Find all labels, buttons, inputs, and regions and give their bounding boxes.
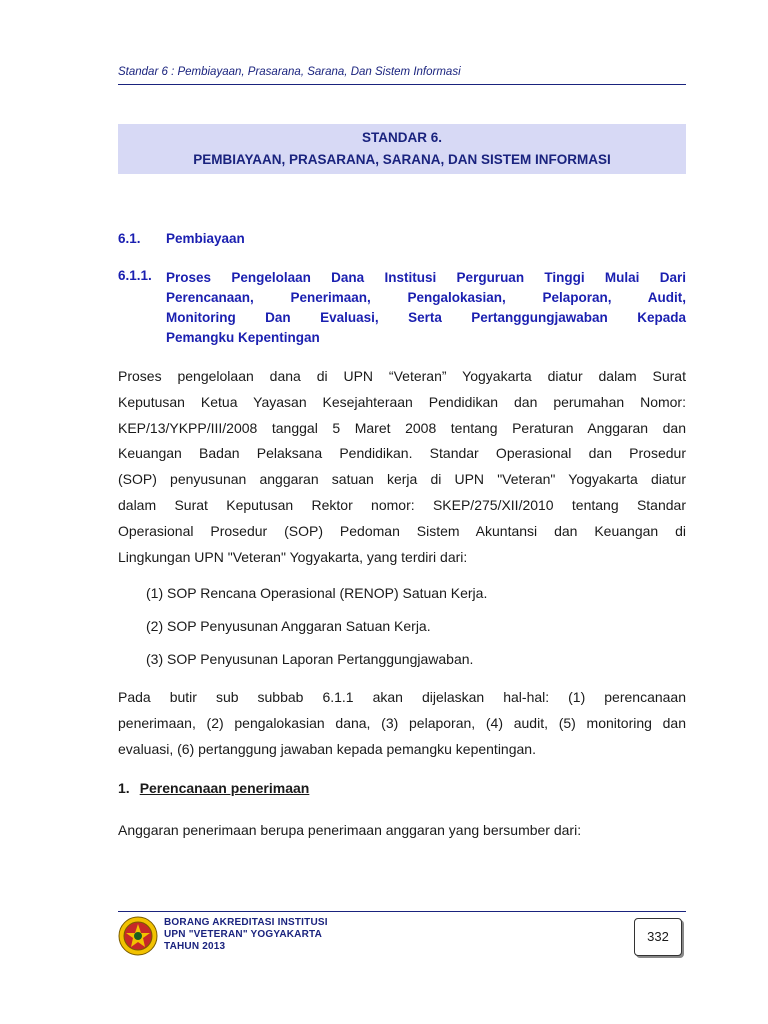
- paragraph-line: dalam Surat Keputusan Rektor nomor: SKEP/275/XII/2010 tentang Standar: [118, 496, 686, 513]
- standard-title-box: [118, 124, 686, 174]
- university-seal-icon: [118, 916, 158, 956]
- paragraph-sop-intro: [118, 364, 686, 570]
- paragraph-line: Keputusan Ketua Yayasan Kesejahteraan Pendidikan dan perumahan Nomor:: [118, 393, 686, 410]
- standard-number: STANDAR 6.: [361, 130, 442, 145]
- paragraph-line: penerimaan, (2) pengalokasian dana, (3) pelaporan, (4) audit, (5) monitoring dan: [118, 714, 686, 731]
- paragraph-line: Proses pengelolaan dana di UPN “Veteran” Yogyakarta diatur dalam Surat: [118, 368, 686, 384]
- footer-institution: [164, 917, 328, 953]
- paragraph-line: Pada butir sub subbab 6.1.1 akan dijelaskan hal-hal: (1) perencanaan: [118, 689, 686, 705]
- footer-line: UPN "VETERAN" YOGYAKARTA: [164, 929, 323, 940]
- paragraph-line: Operasional Prosedur (SOP) Pedoman Sistem Akuntansi dan Keuangan di: [118, 522, 686, 539]
- paragraph-line: Keuangan Badan Pelaksana Pendidikan. Standar Operasional dan Prosedur: [118, 445, 686, 462]
- paragraph-line: Lingkungan UPN "Veteran" Yogyakarta, yang terdiri dari:: [118, 548, 468, 565]
- subsection-title-line: Pemangku Kepentingan: [166, 330, 320, 345]
- paragraph-line: Anggaran penerimaan berupa penerimaan anggaran yang bersumber dari:: [118, 822, 582, 838]
- section-title: Pembiayaan: [166, 231, 245, 246]
- paragraph-line: KEP/13/YKPP/III/2008 tanggal 5 Maret 2008 tentang Peraturan Anggaran dan: [118, 419, 686, 436]
- subsection-title-line: Perencanaan, Penerimaan, Pengalokasian, Pelaporan, Audit,: [166, 290, 686, 305]
- header-divider: [118, 84, 686, 85]
- section-number: 6.1.: [118, 231, 141, 246]
- subheading-title: Perencanaan penerimaan: [139, 780, 310, 796]
- standard-title: PEMBIAYAAN, PRASARANA, SARANA, DAN SISTEM INFORMASI: [193, 152, 611, 167]
- subheading-perencanaan: [118, 780, 309, 796]
- page-number: 332: [634, 918, 682, 956]
- paragraph-line: (SOP) penyusunan anggaran satuan kerja di UPN "Veteran" Yogyakarta diatur: [118, 471, 686, 488]
- subsection-title: [166, 268, 686, 348]
- subsection-title-line: Proses Pengelolaan Dana Institusi Perguruan Tinggi Mulai Dari: [166, 270, 686, 285]
- subsection-number: 6.1.1.: [118, 268, 152, 283]
- sop-list-item: (3) SOP Penyusunan Laporan Pertanggungjawaban.: [146, 651, 474, 667]
- footer-line: BORANG AKREDITASI INSTITUSI: [164, 917, 328, 928]
- footer-divider: [118, 911, 686, 912]
- footer-line: TAHUN 2013: [164, 941, 226, 952]
- paragraph-scope: [118, 685, 686, 762]
- running-header: Standar 6 : Pembiayaan, Prasarana, Sarana, Dan Sistem Informasi: [118, 66, 461, 78]
- paragraph-line: evaluasi, (6) pertanggung jawaban kepada pemangku kepentingan.: [118, 740, 536, 757]
- paragraph-anggaran: [118, 818, 686, 844]
- subsection-title-line: Monitoring Dan Evaluasi, Serta Pertanggungjawaban Kepada: [166, 310, 686, 325]
- sop-list-item: (1) SOP Rencana Operasional (RENOP) Satuan Kerja.: [146, 585, 488, 601]
- sop-list-item: (2) SOP Penyusunan Anggaran Satuan Kerja.: [146, 618, 431, 634]
- subheading-number: 1.: [118, 780, 130, 796]
